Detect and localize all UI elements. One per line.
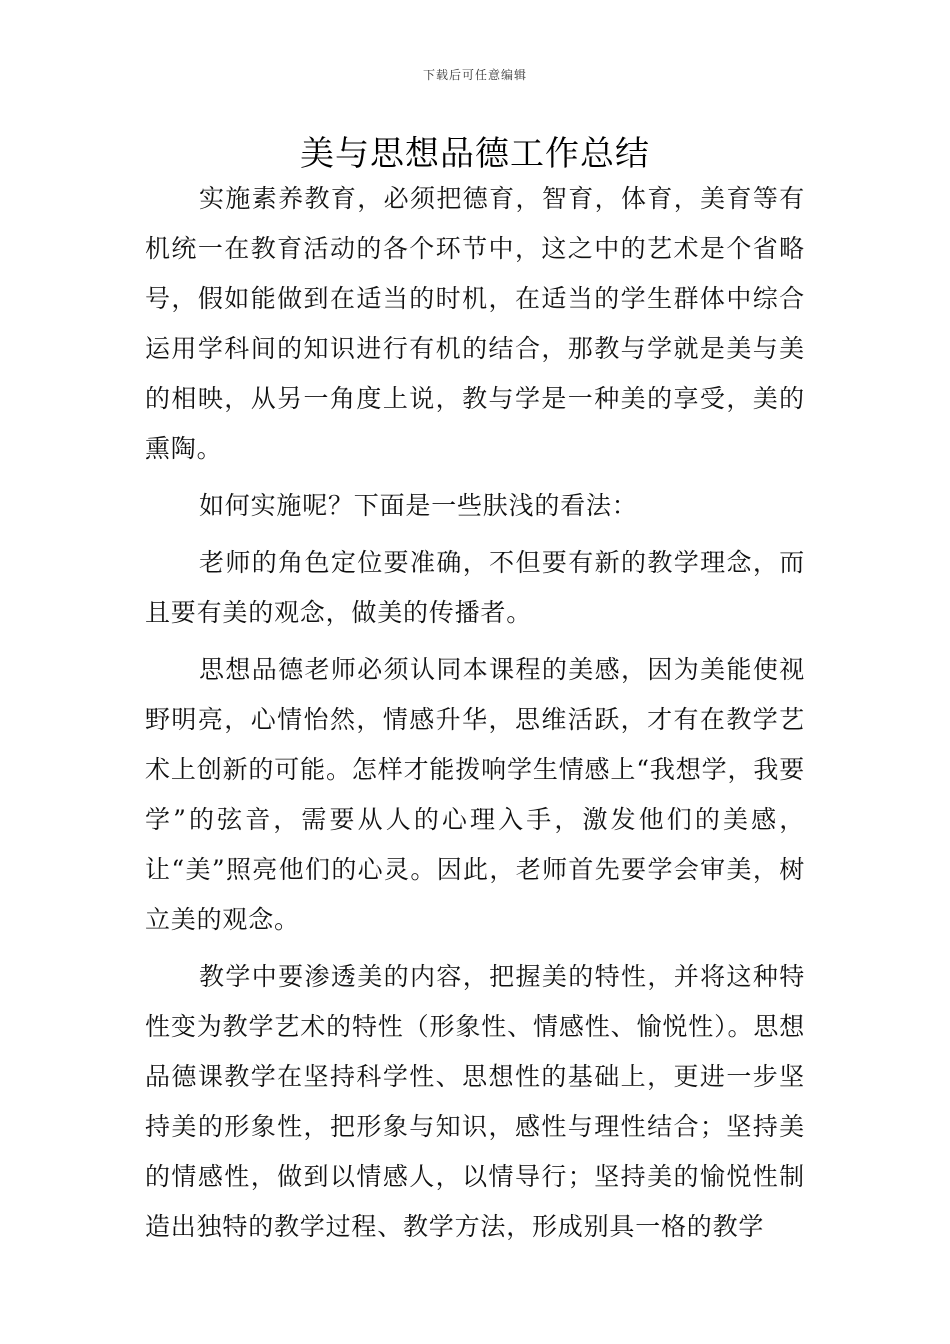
document-title: 美与思想品德工作总结 <box>300 134 650 174</box>
header-note: 下载后可任意编辑 <box>422 68 527 82</box>
paragraph-2: 如何实施呢？下面是一些肤浅的看法： <box>199 491 638 520</box>
paragraph-4: 思想品德老师必须认同本课程的美感，因为美能使视野明亮，心情怡然，情感升华，思维活跃，才有在教学艺术上创新的可能。怎样才能拨响学生情感上“我想学，我要学”的弦音，需要从人的心理入手，激发他们的美感，让“美”照亮他们的心灵。因此，老师首先要学会审美，树立美的观念。 <box>145 655 805 934</box>
paragraph-3: 老师的角色定位要准确，不但要有新的教学理念，而且要有美的观念，做美的传播者。 <box>145 548 805 627</box>
paragraph-1: 实施素养教育，必须把德育，智育，体育，美育等有机统一在教育活动的各个环节中，这之中的艺术是个省略号，假如能做到在适当的时机，在适当的学生群体中综合运用学科间的知识进行有机的结合，那教与学就是美与美的相映，从另一角度上说，教与学是一种美的享受，美的熏陶。 <box>145 184 805 463</box>
paragraph-5: 教学中要渗透美的内容，把握美的特性，并将这种特性变为教学艺术的特性（形象性、情感性、愉悦性）。思想品德课教学在坚持科学性、思想性的基础上，更进一步坚持美的形象性，把形象与知识，感性与理性结合；坚持美的情感性，做到以情感人，以情导行；坚持美的愉悦性制造出独特的教学过程、教学方法，形成别具一格的教学 <box>145 962 805 1241</box>
document-body <box>145 174 805 1259</box>
